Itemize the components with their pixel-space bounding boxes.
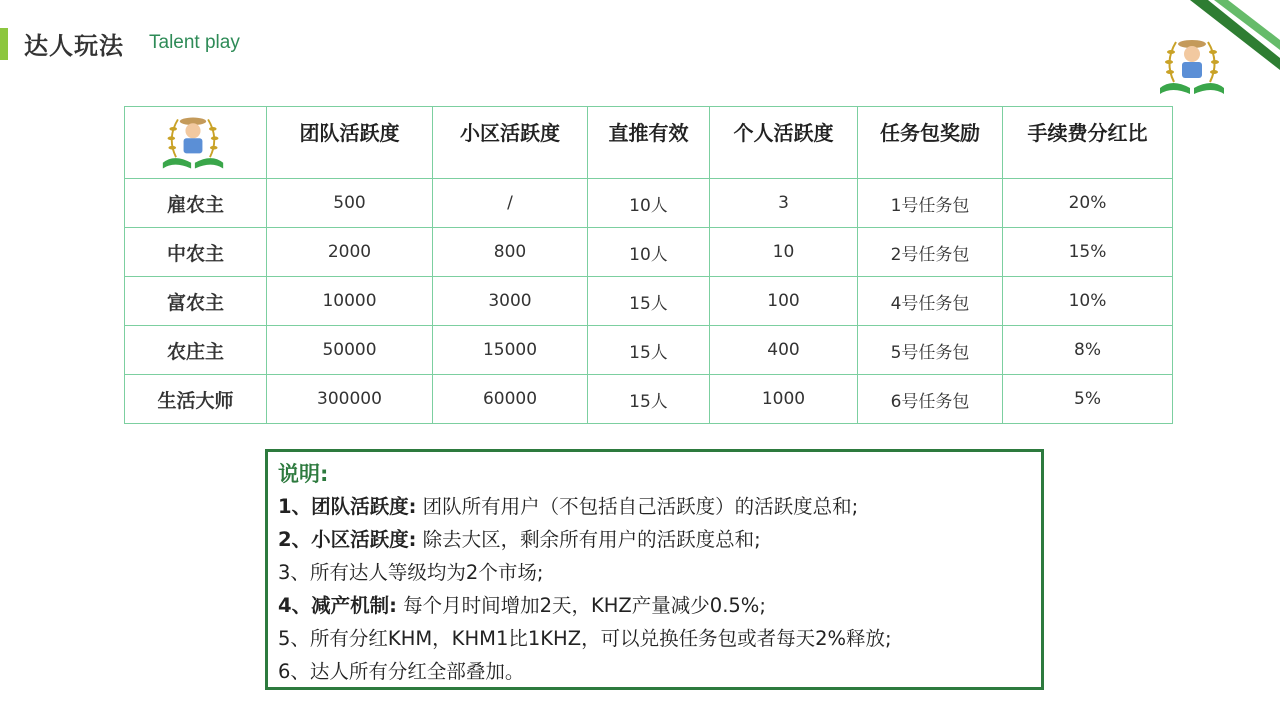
table-cell: 5% xyxy=(1003,375,1173,424)
table-cell: 10人 xyxy=(588,228,710,277)
table-header: 团队活跃度 xyxy=(267,107,433,179)
table-header: 任务包奖励 xyxy=(858,107,1003,179)
explanation-item-text: 5、所有分红KHM，KHM1比1KHZ，可以兑换任务包或者每天2%释放; xyxy=(278,627,892,650)
table-cell: 10% xyxy=(1003,277,1173,326)
table-row xyxy=(125,228,1173,277)
table-row xyxy=(125,179,1173,228)
table-cell: 15% xyxy=(1003,228,1173,277)
table-cell: 6号任务包 xyxy=(858,375,1003,424)
table-cell: 400 xyxy=(710,326,858,375)
table-cell: 4号任务包 xyxy=(858,277,1003,326)
table-cell: 2000 xyxy=(267,228,433,277)
explanation-item-text: 团队所有用户（不包括自己活跃度）的活跃度总和; xyxy=(422,495,859,518)
explanation-box xyxy=(265,449,1044,690)
table-cell: 300000 xyxy=(267,375,433,424)
farmer-wreath-logo-icon xyxy=(1152,32,1232,102)
page-title: 达人玩法 xyxy=(24,32,124,60)
table-cell: 60000 xyxy=(433,375,588,424)
row-label: 中农主 xyxy=(125,228,267,277)
explanation-item xyxy=(278,622,1041,655)
row-label: 雇农主 xyxy=(125,179,267,228)
table-header: 手续费分红比 xyxy=(1003,107,1173,179)
table-cell: 1000 xyxy=(710,375,858,424)
table-cell: 15000 xyxy=(433,326,588,375)
explanation-item xyxy=(278,556,1041,589)
table-cell: 3000 xyxy=(433,277,588,326)
table-cell: 10000 xyxy=(267,277,433,326)
table-row xyxy=(125,375,1173,424)
explanation-title: 说明: xyxy=(278,462,329,486)
table-cell: 15人 xyxy=(588,277,710,326)
table-header: 直推有效 xyxy=(588,107,710,179)
explanation-item-text: 3、所有达人等级均为2个市场; xyxy=(278,561,544,584)
explanation-item-text: 6、达人所有分红全部叠加。 xyxy=(278,660,525,683)
table-cell: 8% xyxy=(1003,326,1173,375)
table-header: 个人活跃度 xyxy=(710,107,858,179)
page-subtitle: Talent play xyxy=(149,32,240,53)
explanation-item xyxy=(278,655,1041,688)
explanation-item-label: 1、团队活跃度: xyxy=(278,495,417,518)
explanation-item xyxy=(278,523,1041,556)
table-cell: 800 xyxy=(433,228,588,277)
table-cell: 10 xyxy=(710,228,858,277)
explanation-item xyxy=(278,589,1041,622)
row-label: 农庄主 xyxy=(125,326,267,375)
table-cell: / xyxy=(433,179,588,228)
table-header-row xyxy=(125,107,1173,179)
table-cell: 10人 xyxy=(588,179,710,228)
explanation-item-text: 除去大区，剩余所有用户的活跃度总和; xyxy=(422,528,761,551)
explanation-item xyxy=(278,490,1041,523)
farmer-wreath-logo-icon xyxy=(154,110,232,176)
table-cell: 2号任务包 xyxy=(858,228,1003,277)
title-accent-bar xyxy=(0,28,8,60)
table-cell: 100 xyxy=(710,277,858,326)
table-cell: 50000 xyxy=(267,326,433,375)
table-cell: 5号任务包 xyxy=(858,326,1003,375)
talent-level-table xyxy=(124,106,1173,424)
table-cell: 1号任务包 xyxy=(858,179,1003,228)
explanation-item-text: 每个月时间增加2天，KHZ产量减少0.5%; xyxy=(403,594,766,617)
table-row xyxy=(125,277,1173,326)
table-cell: 3 xyxy=(710,179,858,228)
explanation-item-label: 4、减产机制: xyxy=(278,594,397,617)
explanation-item-label: 2、小区活跃度: xyxy=(278,528,417,551)
table-cell: 15人 xyxy=(588,375,710,424)
table-row xyxy=(125,326,1173,375)
row-label: 生活大师 xyxy=(125,375,267,424)
table-cell: 15人 xyxy=(588,326,710,375)
row-label: 富农主 xyxy=(125,277,267,326)
table-header: 小区活跃度 xyxy=(433,107,588,179)
table-cell: 20% xyxy=(1003,179,1173,228)
table-cell: 500 xyxy=(267,179,433,228)
